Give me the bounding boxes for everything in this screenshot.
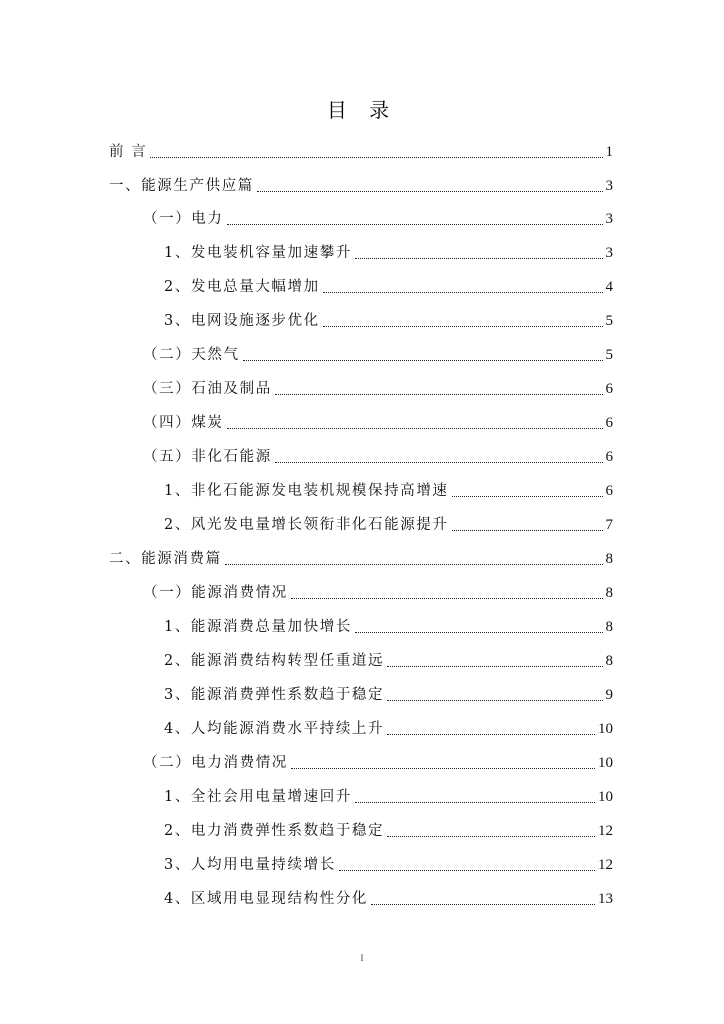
toc-entry-section[interactable]: [143, 341, 613, 365]
toc-leader-dots: [387, 700, 602, 701]
toc-page-number: 5: [605, 313, 613, 329]
toc-entry-text: （三）石油及制品: [143, 381, 272, 397]
toc-leader-dots: [323, 326, 603, 327]
toc-entry-text: 3、能源消费弹性系数趋于稳定: [164, 687, 385, 703]
toc-leader-dots: [257, 191, 603, 192]
toc-leader-dots: [355, 632, 603, 633]
page-number-footer: I: [360, 953, 364, 963]
toc-entry-section[interactable]: [143, 205, 613, 229]
toc-entry-subsection[interactable]: [164, 613, 613, 637]
toc-entry-text: 2、电力消费弹性系数趋于稳定: [164, 823, 385, 839]
toc-page-number: 6: [605, 483, 613, 499]
toc-entry-text: 2、能源消费结构转型任重道远: [164, 653, 385, 669]
toc-leader-dots: [387, 734, 595, 735]
toc-entry-text: （一）电力: [143, 211, 224, 227]
toc-entry-text: （二）电力消费情况: [143, 755, 288, 771]
toc-page-number: 3: [605, 178, 613, 194]
toc-leader-dots: [227, 224, 603, 225]
toc-page-number: 9: [605, 687, 613, 703]
toc-entry-subsection[interactable]: [164, 817, 613, 841]
toc-entry-subsection[interactable]: [164, 715, 613, 739]
toc-page-number: 6: [605, 415, 613, 431]
toc-leader-dots: [275, 462, 603, 463]
toc-leader-dots: [323, 292, 603, 293]
toc-page-number: 6: [605, 381, 613, 397]
toc-page-number: 10: [598, 721, 613, 737]
toc-page-number: 12: [598, 857, 613, 873]
toc-page-number: 5: [605, 347, 613, 363]
toc-leader-dots: [452, 496, 603, 497]
toc-page-number: 1: [605, 144, 613, 160]
toc-entry-text: 1、全社会用电量增速回升: [164, 789, 352, 805]
toc-leader-dots: [150, 157, 602, 158]
toc-entry-section[interactable]: [143, 579, 613, 603]
toc-leader-dots: [371, 904, 595, 905]
toc-leader-dots: [243, 360, 603, 361]
toc-entry-subsection[interactable]: [164, 885, 613, 909]
toc-page-number: 8: [605, 619, 613, 635]
toc-entry-text: 2、发电总量大幅增加: [164, 279, 320, 295]
toc-entry-text: 1、非化石能源发电装机规模保持高增速: [164, 483, 449, 499]
toc-entry-text: 1、能源消费总量加快增长: [164, 619, 352, 635]
toc-entry-section[interactable]: [143, 375, 613, 399]
toc-leader-dots: [452, 530, 603, 531]
toc-leader-dots: [355, 258, 603, 259]
toc-entry-section[interactable]: [143, 409, 613, 433]
toc-entry-text: 二、能源消费篇: [109, 551, 222, 567]
toc-entry-text: 4、区域用电显现结构性分化: [164, 891, 369, 907]
toc-entry-text: 2、风光发电量增长领衔非化石能源提升: [164, 517, 449, 533]
toc-leader-dots: [225, 564, 603, 565]
toc-entry-chapter[interactable]: [109, 172, 613, 196]
toc-entry-subsection[interactable]: [164, 783, 613, 807]
toc-page-number: 10: [598, 755, 613, 771]
toc-page-number: 8: [605, 653, 613, 669]
toc-page-number: 8: [605, 585, 613, 601]
toc-entry-section[interactable]: [143, 443, 613, 467]
toc-entry-text: 1、发电装机容量加速攀升: [164, 245, 352, 261]
toc-entry-subsection[interactable]: [164, 511, 613, 535]
toc-page-number: 10: [598, 789, 613, 805]
toc-entry-text: （二）天然气: [143, 347, 240, 363]
toc-leader-dots: [355, 802, 595, 803]
toc-entry-subsection[interactable]: [164, 681, 613, 705]
toc-page-number: 6: [605, 449, 613, 465]
toc-entry-subsection[interactable]: [164, 851, 613, 875]
toc-entry-subsection[interactable]: [164, 239, 613, 263]
toc-entry-subsection[interactable]: [164, 477, 613, 501]
toc-entry-subsection[interactable]: [164, 307, 613, 331]
toc-entry-text: （四）煤炭: [143, 415, 224, 431]
toc-page-number: 3: [605, 211, 613, 227]
toc-entry-text: （五）非化石能源: [143, 449, 272, 465]
toc-leader-dots: [275, 394, 603, 395]
toc-entry-section[interactable]: [143, 749, 613, 773]
toc-entry-subsection[interactable]: [164, 273, 613, 297]
toc-page-number: 4: [605, 279, 613, 295]
toc-entry-text: （一）能源消费情况: [143, 585, 288, 601]
toc-entry-text: 3、电网设施逐步优化: [164, 313, 320, 329]
toc-page-number: 12: [598, 823, 613, 839]
toc-page-number: 3: [605, 245, 613, 261]
toc-entry-text: 4、人均能源消费水平持续上升: [164, 721, 385, 737]
toc-leader-dots: [387, 666, 602, 667]
toc-leader-dots: [339, 870, 595, 871]
toc-entry-text: 前 言: [109, 144, 148, 160]
toc-leader-dots: [291, 598, 603, 599]
toc-entry-preface[interactable]: [109, 138, 613, 162]
toc-entry-chapter[interactable]: [109, 545, 613, 569]
toc-entry-text: 3、人均用电量持续增长: [164, 857, 336, 873]
toc-entry-text: 一、能源生产供应篇: [109, 178, 254, 194]
toc-title: 目 录: [326, 98, 398, 122]
toc-leader-dots: [227, 428, 603, 429]
toc-page-number: 8: [605, 551, 613, 567]
toc-leader-dots: [291, 768, 595, 769]
toc-entry-subsection[interactable]: [164, 647, 613, 671]
toc-page-number: 13: [598, 891, 613, 907]
toc-page-number: 7: [605, 517, 613, 533]
toc-leader-dots: [387, 836, 595, 837]
